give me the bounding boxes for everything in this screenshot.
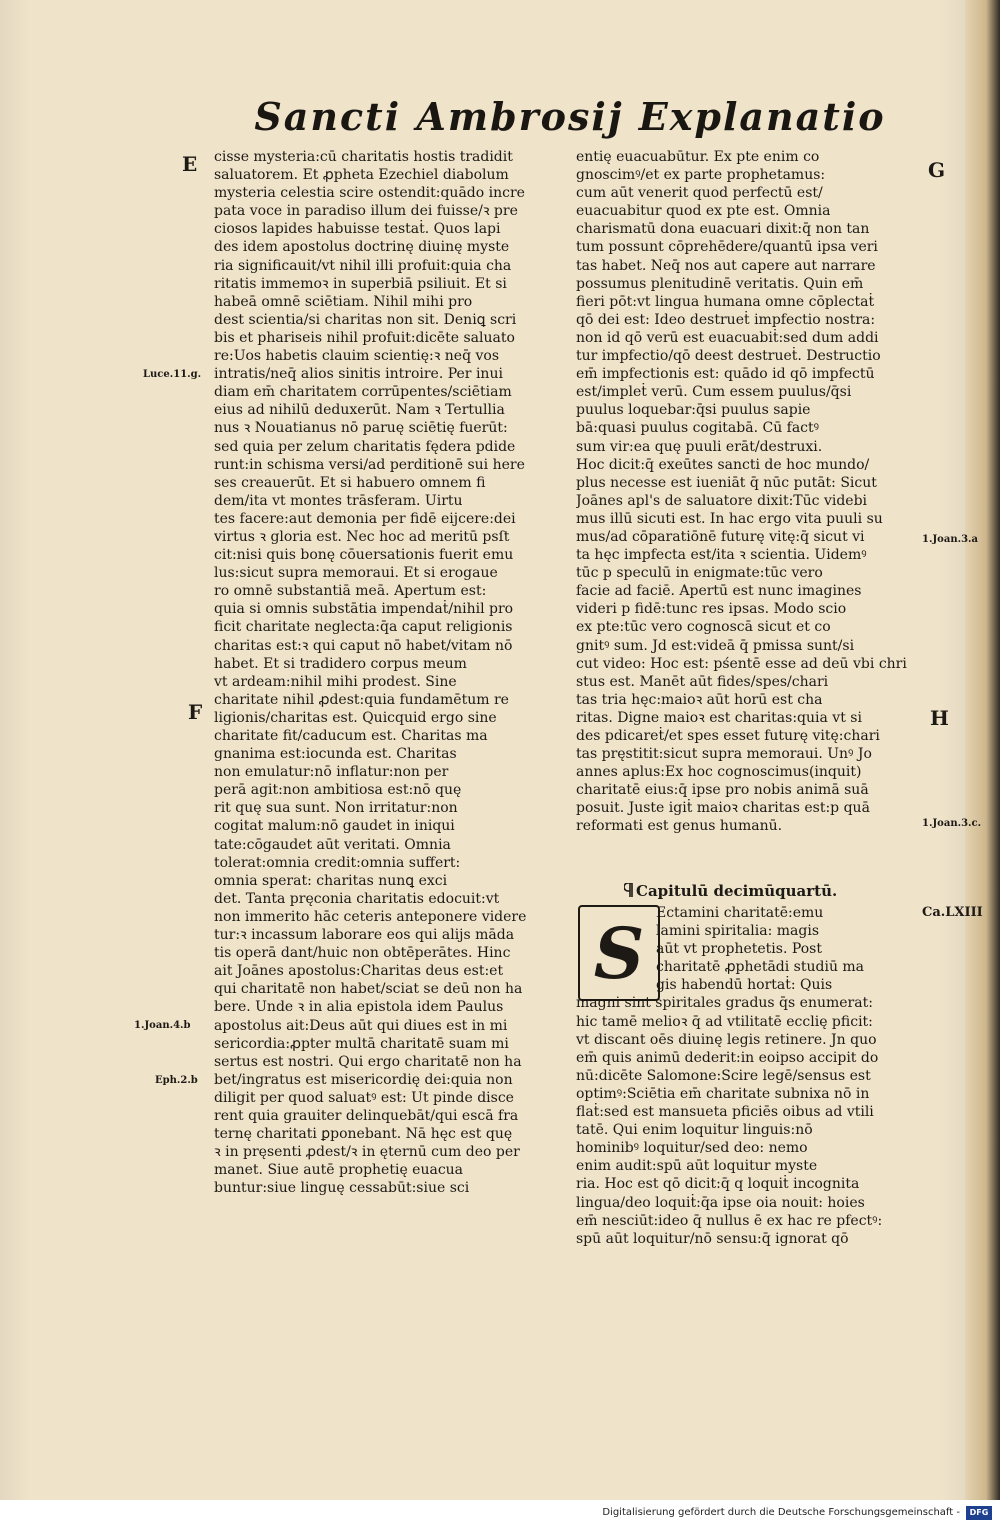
text-line: optimꝰ:Sciētia em̄ charitate subnixa nō in bbox=[576, 1085, 870, 1102]
pilcrow-icon bbox=[624, 883, 634, 897]
right-column bbox=[576, 148, 921, 836]
marginal-note-ioan-4b: 1.Joan.4.b bbox=[134, 1020, 191, 1031]
text-line: diam em̄ charitatem corrūpentes/sciētiam bbox=[214, 384, 512, 401]
marginal-note-luce: Luce.11.g. bbox=[143, 369, 202, 380]
text-line: hominibꝰ loquitur/sed deo: nemo bbox=[576, 1140, 808, 1157]
text-line: manet. Siue autē prophetię euacua bbox=[214, 1162, 464, 1179]
text-line: habet. Et si tradidero corpus meum bbox=[214, 655, 467, 672]
text-line: ex pte:tūc vero cognoscā sicut et co bbox=[576, 619, 831, 636]
left-column bbox=[214, 148, 559, 1197]
text-line: ficit charitate neglecta:q̄a caput religionis bbox=[214, 619, 513, 636]
text-line: qui charitatē non habet/sciat se deū non ha bbox=[214, 981, 523, 998]
text-line: spū aūt loquitur/nō sensu:q̄ ignorat qō bbox=[576, 1230, 849, 1247]
chapter-text bbox=[576, 904, 921, 1248]
text-line: tas pręstitit:sicut supra memoraui. Unꝰ Jo bbox=[576, 746, 872, 763]
text-line: tes facere:aut demonia per fidē eijcere:dei bbox=[214, 510, 516, 527]
section-mark-e: E bbox=[182, 152, 198, 176]
text-line: aūt vt prophetetis. Post bbox=[656, 941, 822, 958]
text-line: charitate nihil ꝓdest:quia fundamētum re bbox=[214, 691, 509, 708]
text-line: fieri pōt:vt lingua humana omne cōplectaṫ bbox=[576, 293, 875, 310]
text-line: tolerat:omnia credit:omnia suffert: bbox=[214, 854, 461, 871]
text-line: perā agit:non ambitiosa est:nō quę bbox=[214, 782, 462, 799]
text-line: ria. Hoc est qō dicit:q̄ q loquiṫ incognita bbox=[576, 1176, 860, 1193]
text-line: em̄ nesciūt:ideo q̄ nullus ē ex hac re pfectꝰ: bbox=[576, 1212, 883, 1229]
text-line: rent quia grauiter delinquebāt/qui escā fra bbox=[214, 1107, 519, 1124]
text-line: tur:ꝛ incassum laborare eos qui alijs māda bbox=[214, 927, 515, 944]
text-line: ritatis immemoꝛ in superbiā psiliuit. Et si bbox=[214, 275, 507, 292]
text-line: cut video: Hoc est: pśentē esse ad deū vbi chri bbox=[576, 655, 907, 672]
text-line: cum aūt venerit quod perfectū est/ bbox=[576, 185, 823, 202]
section-mark-h: H bbox=[930, 706, 949, 730]
text-line: non immerito hāc ceteris anteponere videre bbox=[214, 908, 527, 925]
text-line: dem/ita vt montes trāsferam. Uirtu bbox=[214, 492, 463, 509]
text-line: ria significauit/vt nihil illi profuit:quia cha bbox=[214, 257, 512, 274]
section-mark-f: F bbox=[188, 700, 203, 724]
text-line: nus ꝛ Nouatianus nō paruę sciētię fuerūt: bbox=[214, 420, 508, 437]
text-line: ritas. Digne maioꝛ est charitas:quia vt si bbox=[576, 709, 862, 726]
text-line: virtus ꝛ gloria est. Nec hoc ad meritū psſt bbox=[214, 528, 510, 545]
text-line: puulus loquebar:q̄si puulus sapie bbox=[576, 402, 811, 419]
text-line: ciosos lapides habuisse testaṫ. Quos lapi bbox=[214, 221, 501, 238]
text-line: sertus est nostri. Qui ergo charitatē non ha bbox=[214, 1053, 522, 1070]
text-line: stus est. Manēt aūt fides/spes/chari bbox=[576, 673, 829, 690]
text-line: pata voce in paradiso illum dei fuisse/ꝛ pre bbox=[214, 203, 518, 220]
text-line: ses creauerūt. Et si habuero omnem fi bbox=[214, 474, 486, 491]
text-line: intratis/neq̄ alios sinitis introire. Per inui bbox=[214, 366, 503, 383]
text-line: mysteria celestia scire ostendit:quādo incre bbox=[214, 185, 525, 202]
text-line: det. Tanta pręconia charitatis edocuit:vt bbox=[214, 890, 500, 907]
text-line: bet/ingratus est misericordię dei:quia non bbox=[214, 1071, 513, 1088]
text-line: quia si omnis substātia impendaṫ/nihil pro bbox=[214, 601, 514, 618]
text-line: bis et phariseis nihil profuit:dicēte saluato bbox=[214, 329, 515, 346]
text-line: facie ad faciē. Apertū est nunc imagines bbox=[576, 583, 862, 600]
text-line: videri p fidē:tunc res ipsas. Modo scio bbox=[576, 601, 847, 618]
page-edge bbox=[965, 0, 1000, 1500]
text-line: cogitat malum:nō gaudet in iniqui bbox=[214, 818, 455, 835]
text-line: sed quia per zelum charitatis fędera pdide bbox=[214, 438, 516, 455]
text-line: runt:in schisma versi/ad perditionē sui here bbox=[214, 456, 525, 473]
text-line: entię euacuabūtur. Ex pte enim co bbox=[576, 149, 820, 165]
text-line: gnanima est:iocunda est. Charitas bbox=[214, 746, 457, 763]
text-line: Hoc dicit:q̄ exeūtes sancti de hoc mundo/ bbox=[576, 456, 870, 473]
text-line: tum possunt cōprehēdere/quantū ipsa veri bbox=[576, 239, 878, 256]
footer-credit: Digitalisierung gefördert durch die Deutsche Forschungsgemeinschaft - bbox=[602, 1507, 960, 1518]
text-line: euacuabitur quod ex pte est. Omnia bbox=[576, 203, 831, 220]
text-line: gnitꝰ sum. Jd est:videā q̄ pmissa sunt/si bbox=[576, 637, 855, 654]
dfg-logo: DFG bbox=[966, 1506, 992, 1520]
text-line: posuit. Juste igiṫ maioꝛ charitas est:p quā bbox=[576, 800, 870, 817]
text-line: mus/ad cōparatiōnē futurę vitę:q̄ sicut vi bbox=[576, 528, 865, 545]
text-line: hic tamē melioꝛ q̄ ad vtilitatē ecclię pficit: bbox=[576, 1013, 873, 1030]
text-line: saluatorem. Et ꝓpheta Ezechiel diabolum bbox=[214, 167, 509, 184]
text-line: est/impleṫ verū. Cum essem puulus/q̄si bbox=[576, 384, 852, 401]
text-line: gnoscimꝰ/et ex parte prophetamus: bbox=[576, 167, 826, 184]
text-line: rit quę sua sunt. Non irritatur:non bbox=[214, 800, 458, 817]
chapter-heading: Capitulū decimūquartū. bbox=[636, 882, 838, 900]
text-line: sum vir:ea quę puuli erāt/destruxi. bbox=[576, 438, 823, 455]
text-line: charitatē ꝓphetādi studiū ma bbox=[656, 959, 865, 976]
text-line: des pdicareṫ/et spes esset futurę vitę:chari bbox=[576, 728, 880, 744]
running-head: Sancti Ambrosij Explanatio bbox=[254, 94, 886, 139]
text-line: charitatē eius:q̄ ipse pro nobis animā suā bbox=[576, 782, 869, 799]
text-line: bā:quasi puulus cogitabā. Cū factꝰ bbox=[576, 420, 819, 437]
text-line: reformati est genus humanū. bbox=[576, 818, 783, 835]
text-line: lus:sicut supra memoraui. Et si erogaue bbox=[214, 565, 498, 582]
text-line: buntur:siue linguę cessabūt:siue sci bbox=[214, 1180, 470, 1197]
text-line: tas habet. Neq̄ nos aut capere aut narrare bbox=[576, 257, 876, 274]
text-line: cit:nisi quis bonę cōuersationis fuerit emu bbox=[214, 547, 514, 564]
text-line: des idem apostolus doctrinę diuinę myste bbox=[214, 239, 510, 256]
text-line: nū:dicēte Salomone:Scire legē/sensus est bbox=[576, 1067, 871, 1084]
text-line: Joānes apl's de saluatore dixit:Tūc videbi bbox=[576, 492, 868, 509]
text-line: habeā omnē sciētiam. Nihil mihi pro bbox=[214, 293, 473, 310]
text-line: magni sint spiritales gradus q̄s enumerat: bbox=[576, 995, 873, 1012]
text-line: bere. Unde ꝛ in alia epistola idem Paulus bbox=[214, 999, 504, 1016]
text-line: ꝛ in pręsenti ꝓdest/ꝛ in ęternū cum deo per bbox=[214, 1144, 520, 1161]
text-line: enim audit:spū aūt loquitur myste bbox=[576, 1158, 818, 1175]
text-line: vt ardeam:nihil mihi prodest. Sine bbox=[214, 673, 457, 690]
text-line: non id qō verū est euacuabiṫ:sed dum addi bbox=[576, 329, 879, 346]
marginal-note-ioan-3c: 1.Joan.3.c. bbox=[922, 818, 982, 829]
text-line: plus necesse est iueniāt q̄ nūc putāt: Sicut bbox=[576, 474, 877, 491]
text-line: tas tria hęc:maioꝛ aūt horū est cha bbox=[576, 691, 823, 708]
text-line: mus illū sicuti est. In hac ergo vita puuli su bbox=[576, 510, 883, 527]
marginal-note-eph: Eph.2.b bbox=[155, 1075, 198, 1086]
text-line: re:Uos habetis clauim scientię:ꝛ neq̄ vos bbox=[214, 348, 500, 365]
text-line: flaṫ:sed est mansueta pficiēs oibus ad vtili bbox=[576, 1104, 874, 1121]
text-line: cisse mysteria:cū charitatis hostis tradidit bbox=[214, 149, 513, 165]
text-line: vt discant oēs diuinę legis retinere. Jn quo bbox=[576, 1031, 877, 1048]
text-line: apostolus ait:Deus aūt qui diues est in mi bbox=[214, 1017, 508, 1034]
text-line: qō dei est: Ideo destrueṫ impfectio nostra: bbox=[576, 311, 876, 328]
text-line: sericordia:ꝓpter multā charitatē suam mi bbox=[214, 1035, 509, 1052]
text-line: diligit per quod saluatꝰ est: Ut pinde disce bbox=[214, 1089, 514, 1106]
section-mark-g: G bbox=[928, 158, 946, 182]
text-line: ta hęc impfecta est/ita ꝛ scientia. Uidemꝰ bbox=[576, 547, 867, 564]
text-line: ternę charitati ꝑponebant. Nā hęc est quę bbox=[214, 1126, 513, 1143]
text-line: eius ad nihilū deduxerūt. Nam ꝛ Tertullia bbox=[214, 402, 505, 419]
chapter-label: Ca.LXIII bbox=[922, 905, 983, 920]
text-line: annes aplus:Ex hoc cognoscimus(inquit) bbox=[576, 764, 862, 781]
text-line: charitate fit/caducum est. Charitas ma bbox=[214, 728, 488, 744]
text-line: tūc p speculū in enigmate:tūc vero bbox=[576, 565, 823, 582]
text-line: tur impfectio/qō deest destrueṫ. Destructio bbox=[576, 348, 881, 365]
decorated-initial: S bbox=[578, 905, 660, 1001]
text-line: lingua/deo loquiṫ:q̄a ipse oia nouit: hoies bbox=[576, 1194, 865, 1211]
text-line: ro omnē substantiā meā. Apertum est: bbox=[214, 583, 487, 600]
footer-bar bbox=[0, 1500, 1000, 1526]
text-line: tate:cōgaudet aūt veritati. Omnia bbox=[214, 836, 451, 853]
text-line: possumus plenitudinē veritatis. Quin em̄ bbox=[576, 275, 864, 292]
text-line: ait Joānes apostolus:Charitas deus est:et bbox=[214, 963, 504, 980]
text-line: charismatū dona euacuari dixit:q̄ non tan bbox=[576, 221, 870, 238]
text-line: tatē. Qui enim loquitur linguis:nō bbox=[576, 1122, 813, 1139]
text-line: charitas est:ꝛ qui caput nō habet/vitam nō bbox=[214, 637, 513, 654]
text-line: gis habendū hortaṫ: Quis bbox=[656, 977, 833, 994]
text-line: em̄ quis animū dederit:in eoipso accipit do bbox=[576, 1049, 879, 1066]
text-line: ligionis/charitas est. Quicquid ergo sine bbox=[214, 709, 497, 726]
text-line: em̄ impfectionis est: quādo id qō impfectū bbox=[576, 366, 875, 383]
text-line: tis operā dant/huic non obtēperātes. Hinc bbox=[214, 945, 511, 962]
text-line: non emulatur:nō inflatur:non per bbox=[214, 764, 449, 781]
marginal-note-ioan-3a: 1.Joan.3.a bbox=[922, 534, 978, 545]
text-line: omnia sperat: charitas nunꝗ exci bbox=[214, 872, 448, 889]
text-line: Ectamini charitatē:emu bbox=[656, 905, 824, 921]
text-line: dest scientia/si charitas non sit. Deniꝗ scri bbox=[214, 311, 517, 328]
text-line: lamini spiritalia: magis bbox=[656, 923, 820, 940]
